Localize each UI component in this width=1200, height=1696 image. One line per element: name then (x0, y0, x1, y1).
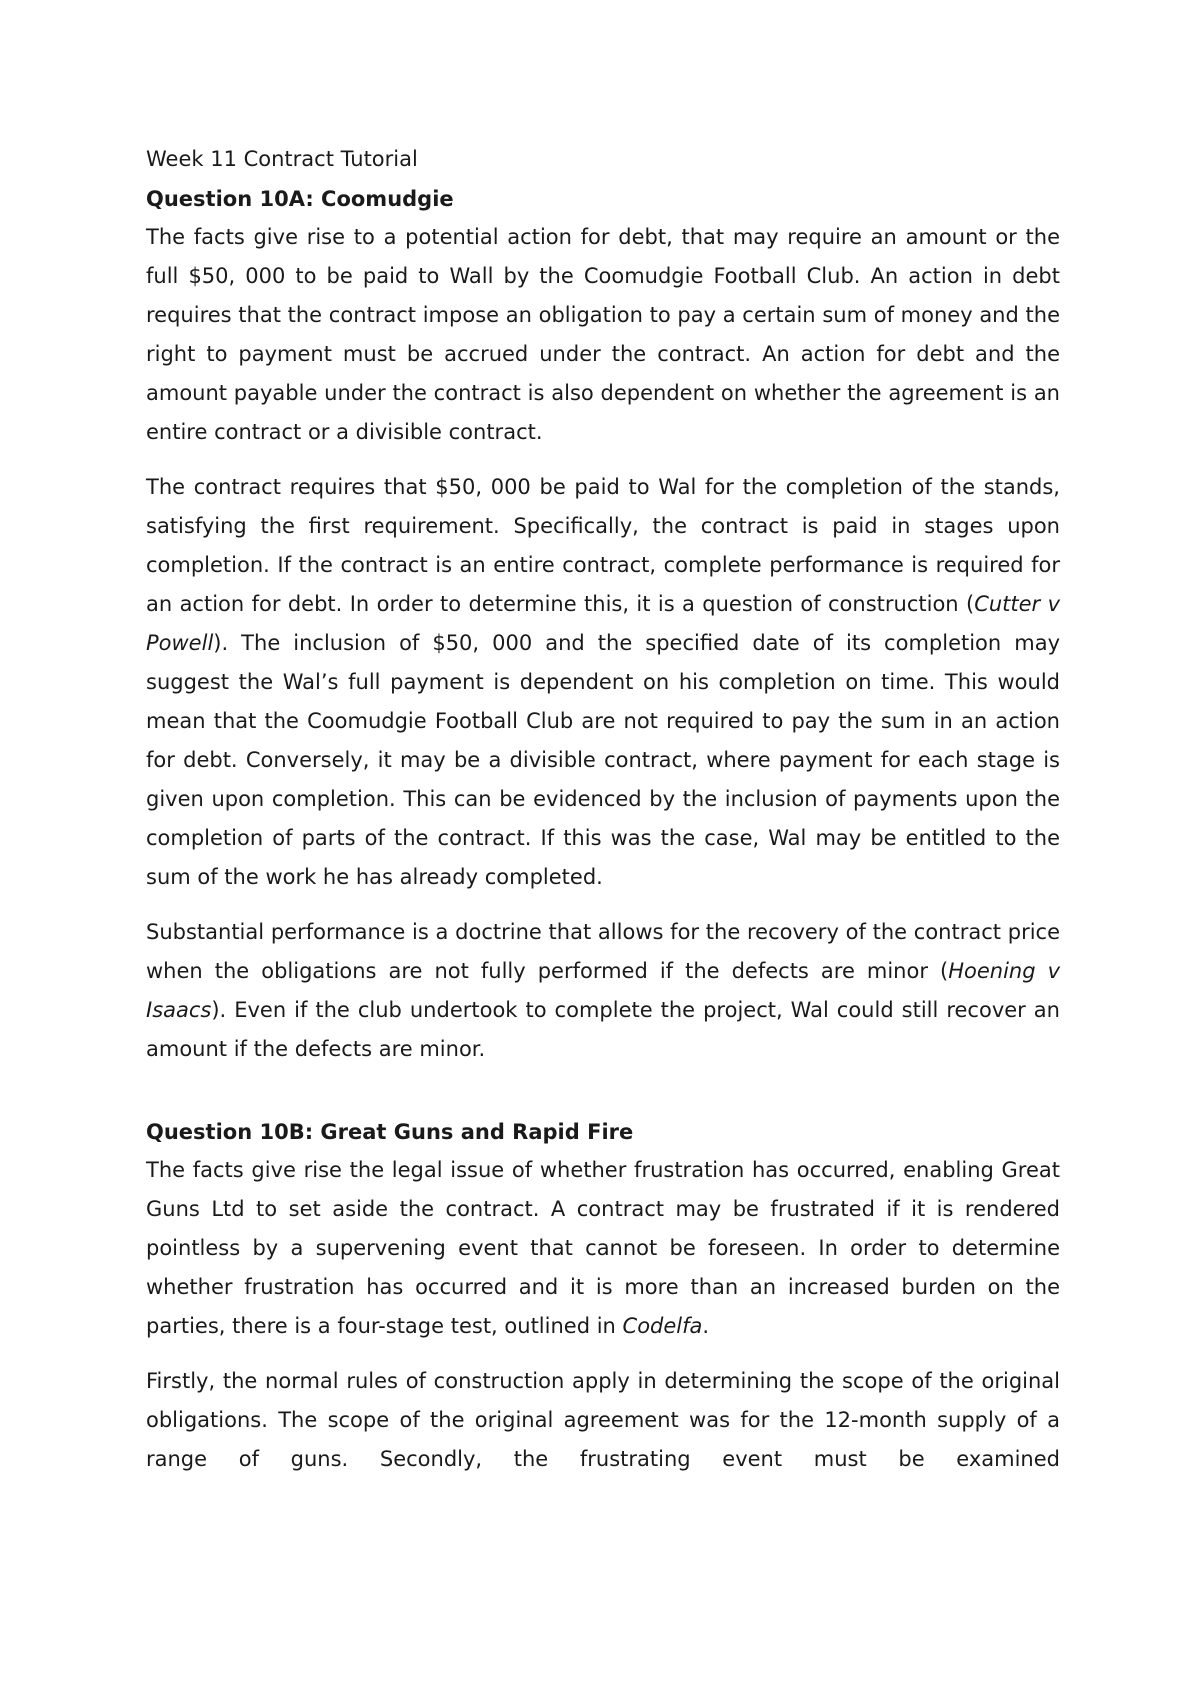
text-run: The facts give rise the legal issue of whether frustration has occurred, enabling Great Guns Ltd to set aside the contract. A contract may be frustrated if it is rendered pointless by a supervening event that cannot be foreseen. In order to determine whether frustration has occurred and it is more than an increased burden on the parties, there is a four-stage test, outlined in (146, 1158, 1060, 1338)
document-page (146, 140, 1060, 1495)
text-run: ). The inclusion of $50, 000 and the specified date of its completion may suggest the Wal’s full payment is dependent on his completion on time. This would mean that the Coomudgie Football Club are not required to pay the sum in an action for debt. Conversely, it may be a divisible contract, where payment for each stage is given upon completion. This can be evidenced by the inclusion of payments upon the completion of parts of the contract. If this was the case, Wal may be entitled to the sum of the work he has already completed. (146, 631, 1060, 889)
text-run: Substantial performance is a doctrine that allows for the recovery of the contract price when the obligations are not fully performed if the defects are minor ( (146, 920, 1060, 983)
question-10b-paragraph-1 (146, 1151, 1060, 1346)
text-run: The contract requires that $50, 000 be paid to Wal for the completion of the stands, satisfying the first requirement. Specifically, the contract is paid in stages upon completion. If the contract is an entire contract, complete performance is required for an action for debt. In order to determine this, it is a question of construction ( (146, 475, 1060, 616)
question-10b-paragraph-2 (146, 1362, 1060, 1479)
question-10a-paragraph-1 (146, 218, 1060, 452)
case-citation: Cutter v Powell (146, 592, 1060, 655)
case-citation: Codelfa (622, 1314, 703, 1338)
question-10a-heading: Question 10A: Coomudgie (146, 187, 454, 211)
case-citation: Hoening v Isaacs (146, 959, 1061, 1022)
document-title: Week 11 Contract Tutorial (146, 147, 418, 171)
text-run: The facts give rise to a potential action for debt, that may require an amount or the full $50, 000 to be paid to Wall by the Coomudgie Football Club. An action in debt requires that the contract impose an obligation to pay a certain sum of money and the right to payment must be accrued under the contract. An action for debt and the amount payable under the contract is also dependent on whether the agreement is an entire contract or a divisible contract. (146, 225, 1060, 444)
question-10a-paragraph-2 (146, 468, 1060, 897)
text-run: ). Even if the club undertook to complete the project, Wal could still recover an amount if the defects are minor. (146, 998, 1060, 1061)
question-10b-heading: Question 10B: Great Guns and Rapid Fire (146, 1120, 634, 1144)
text-run: Firstly, the normal rules of construction apply in determining the scope of the original obligations. The scope of the original agreement was for the 12-month supply of a range of guns. Secondly, the frustrating event must be examined (146, 1369, 1060, 1471)
question-10a-paragraph-3 (146, 913, 1060, 1069)
text-run: . (702, 1314, 710, 1338)
